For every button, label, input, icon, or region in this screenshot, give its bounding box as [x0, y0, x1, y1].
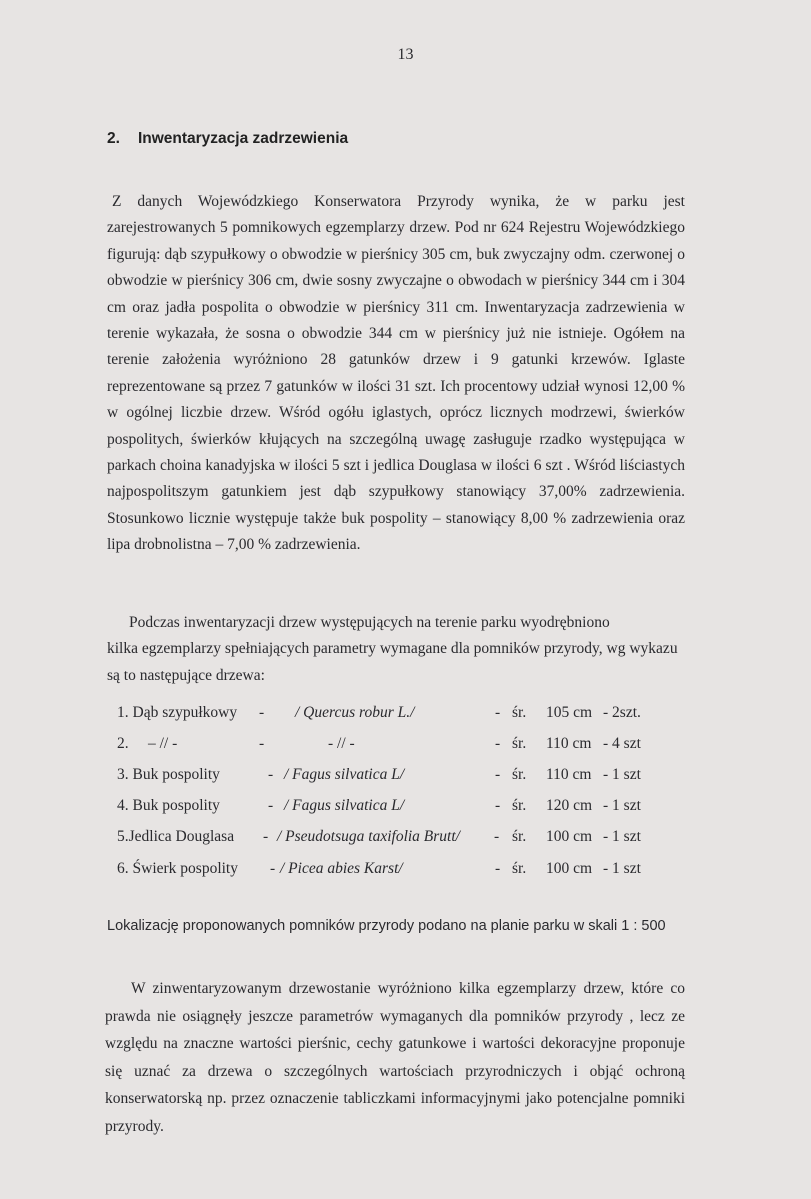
- tree-size: 120 cm: [546, 797, 593, 814]
- tree-size: 110 cm: [546, 735, 592, 752]
- paragraph-3-line-1: W zinwentaryzowanym drzewostanie wyróżniono kilka egzemplarzy drzew, które co: [131, 980, 685, 997]
- tree-measure-label: śr.: [512, 828, 527, 845]
- tree-count: - 4 szt: [603, 735, 641, 752]
- tree-dash: -: [268, 766, 274, 783]
- tree-measure-label: śr.: [512, 860, 527, 877]
- tree-name: 4. Buk pospolity: [117, 797, 220, 814]
- tree-size: 100 cm: [546, 828, 593, 845]
- section-heading: [107, 130, 348, 148]
- tree-count: - 1 szt: [603, 766, 641, 783]
- tree-size: 100 cm: [546, 860, 593, 877]
- tree-measure-label: śr.: [512, 704, 527, 721]
- tree-measure-label: śr.: [512, 735, 527, 752]
- location-note: Lokalizację proponowanych pomników przyrody podano na planie parku w skali 1 : 500: [107, 918, 666, 934]
- tree-latin-name: / Picea abies Karst/: [280, 860, 403, 877]
- section-number: 2.: [107, 130, 120, 147]
- tree-dash: -: [494, 828, 500, 845]
- tree-measure-label: śr.: [512, 766, 527, 783]
- tree-latin-name: / Fagus silvatica L/: [284, 766, 405, 783]
- tree-count: - 1 szt: [603, 828, 641, 845]
- tree-dash: -: [259, 704, 265, 721]
- paragraph-1-text: Z danych Wojewódzkiego Konserwatora Przyrody wynika, że w parku jest zarejestrowanych 5 pomnikowych egzemplarzy drzew. Pod nr 624 Rejestru Wojewódzkiego figurują: dąb szypułkowy o obwodzie w pierśnicy 305 cm, buk zwyczajny odm. czerwonej o obwodzie w pierśnicy 306 cm, dwie sosny zwyczajne o obwodach w pierśnicy 344 cm i 304 cm oraz jadła pospolita o obwodzie w pierśnicy 311 cm. Inwentaryzacja zadrzewienia w terenie wykazała, że sosna o obwodzie 344 cm w pierśnicy już nie istnieje. Ogółem na terenie założenia wyróżniono 28 gatunków drzew i 9 gatunki krzewów. Iglaste reprezentowane są przez 7 gatunków w ilości 31 szt. Ich procentowy udział wynosi 12,00 % w ogólnej liczbie drzew. Wśród ogółu iglastych, oprócz licznych modrzewi, świerków pospolitych, świerków kłujących na szczególną uwagę zasługuje rzadko występująca w parkach choina kanadyjska w ilości 5 szt i jedlica Douglasa w ilości 6 szt . Wśród liściastych najpospolitszym gatunkiem jest dąb szypułkowy stanowiący 37,00% zadrzewienia. Stosunkowo licznie występuje także buk pospolity – stanowiący 8,00 % zadrzewienia oraz lipa drobnolistna – 7,00 % zadrzewienia.: [107, 193, 685, 554]
- tree-name: 5.Jedlica Douglasa: [117, 828, 235, 845]
- paragraph-special-value-trees: [105, 975, 685, 1140]
- tree-dash: -: [268, 797, 274, 814]
- tree-dash: -: [263, 828, 269, 845]
- tree-latin-name: - // -: [328, 735, 355, 752]
- tree-count: - 1 szt: [603, 860, 641, 877]
- paragraph-2-line-2: kilka egzemplarzy spełniających parametry wymagane dla pomników przyrody, wg wykazu: [107, 640, 678, 658]
- tree-dash: -: [259, 735, 265, 752]
- paragraph-inventory-intro: [107, 610, 682, 689]
- tree-dash: -: [270, 860, 276, 877]
- tree-latin-name: / Quercus robur L./: [295, 704, 415, 721]
- tree-dash: -: [495, 766, 501, 783]
- tree-name: 1. Dąb szypułkowy: [117, 704, 238, 721]
- tree-name: 6. Świerk pospolity: [117, 860, 238, 877]
- tree-size: 105 cm: [546, 704, 593, 721]
- tree-name: 3. Buk pospolity: [117, 766, 220, 783]
- tree-dash: -: [495, 860, 501, 877]
- tree-size: 110 cm: [546, 766, 592, 783]
- tree-dash: -: [495, 704, 501, 721]
- tree-count: - 1 szt: [603, 797, 641, 814]
- tree-dash: -: [495, 735, 501, 752]
- paragraph-2-line-1: Podczas inwentaryzacji drzew występujących na terenie parku wyodrębniono: [129, 614, 610, 631]
- section-title: Inwentaryzacja zadrzewienia: [137, 130, 349, 147]
- paragraph-registered-trees: [107, 189, 685, 559]
- tree-dash: -: [495, 797, 501, 814]
- paragraph-3-rest: prawda nie osiągnęły jeszcze parametrów wymaganych dla pomników przyrody , lecz ze względu na znaczne wartości pierśnic, cechy gatunkowe i wartości dekoracyjne proponuje się uznać za drzewa o szczególnych wartościach przyrodniczych i objąć ochroną konserwatorską np. przez oznaczenie tabliczkami informacyjnymi jako potencjalne pomniki przyrody.: [105, 1007, 685, 1135]
- page-number: 13: [397, 46, 414, 63]
- paragraph-2-line-3: są to następujące drzewa:: [107, 666, 265, 684]
- tree-count: - 2szt.: [603, 704, 641, 721]
- tree-measure-label: śr.: [512, 797, 527, 814]
- tree-name: 2. – // -: [117, 735, 178, 752]
- tree-latin-name: / Fagus silvatica L/: [284, 797, 405, 814]
- tree-latin-name: / Pseudotsuga taxifolia Brutt/: [277, 828, 460, 845]
